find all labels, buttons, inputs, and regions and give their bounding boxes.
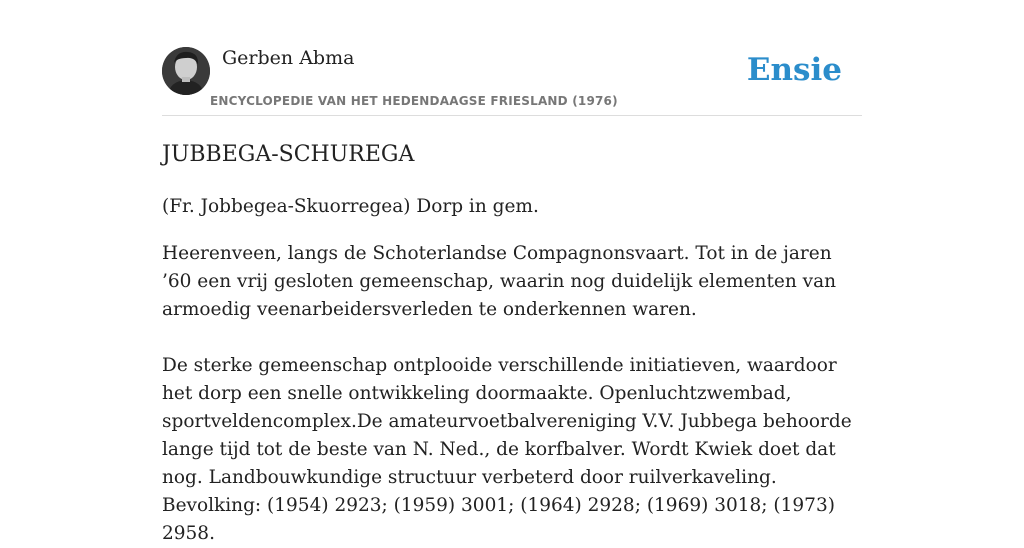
brand-logo[interactable]: Ensie bbox=[746, 52, 842, 88]
author-avatar[interactable] bbox=[162, 47, 210, 95]
author-name[interactable]: Gerben Abma bbox=[222, 47, 355, 69]
article-paragraph: De sterke gemeenschap ontplooide verschillende initiatieven, waardoor het dorp een snelle ontwikkeling doormaakte. Openluchtzwembad, sportveldencomplex.De amateurvoetbalvereniging V.V. Jubbega behoorde lange tijd tot de beste van N. Ned., de korfbalver. Wordt Kwiek doet dat nog. Landbouwkundige structuur verbeterd door ruilverkaveling. Bevolking: (1954) 2923; (1959) 3001; (1964) 2928; (1969) 3018; (1973) 2958. bbox=[162, 355, 852, 544]
header bbox=[162, 0, 862, 116]
author-portrait-icon bbox=[162, 47, 210, 95]
source-label[interactable]: ENCYCLOPEDIE VAN HET HEDENDAAGSE FRIESLAND (1976) bbox=[210, 94, 618, 108]
article-title: JUBBEGA-SCHUREGA bbox=[162, 142, 415, 167]
article-paragraph: (Fr. Jobbegea-Skuorregea) Dorp in gem. bbox=[162, 196, 539, 217]
article-body bbox=[162, 193, 862, 548]
article-paragraph: Heerenveen, langs de Schoterlandse Compagnonsvaart. Tot in de jaren ’60 een vrij gesloten gemeenschap, waarin nog duidelijk elementen van armoedig veenarbeidersverleden te onderkennen waren. bbox=[162, 243, 837, 320]
page bbox=[162, 0, 862, 544]
